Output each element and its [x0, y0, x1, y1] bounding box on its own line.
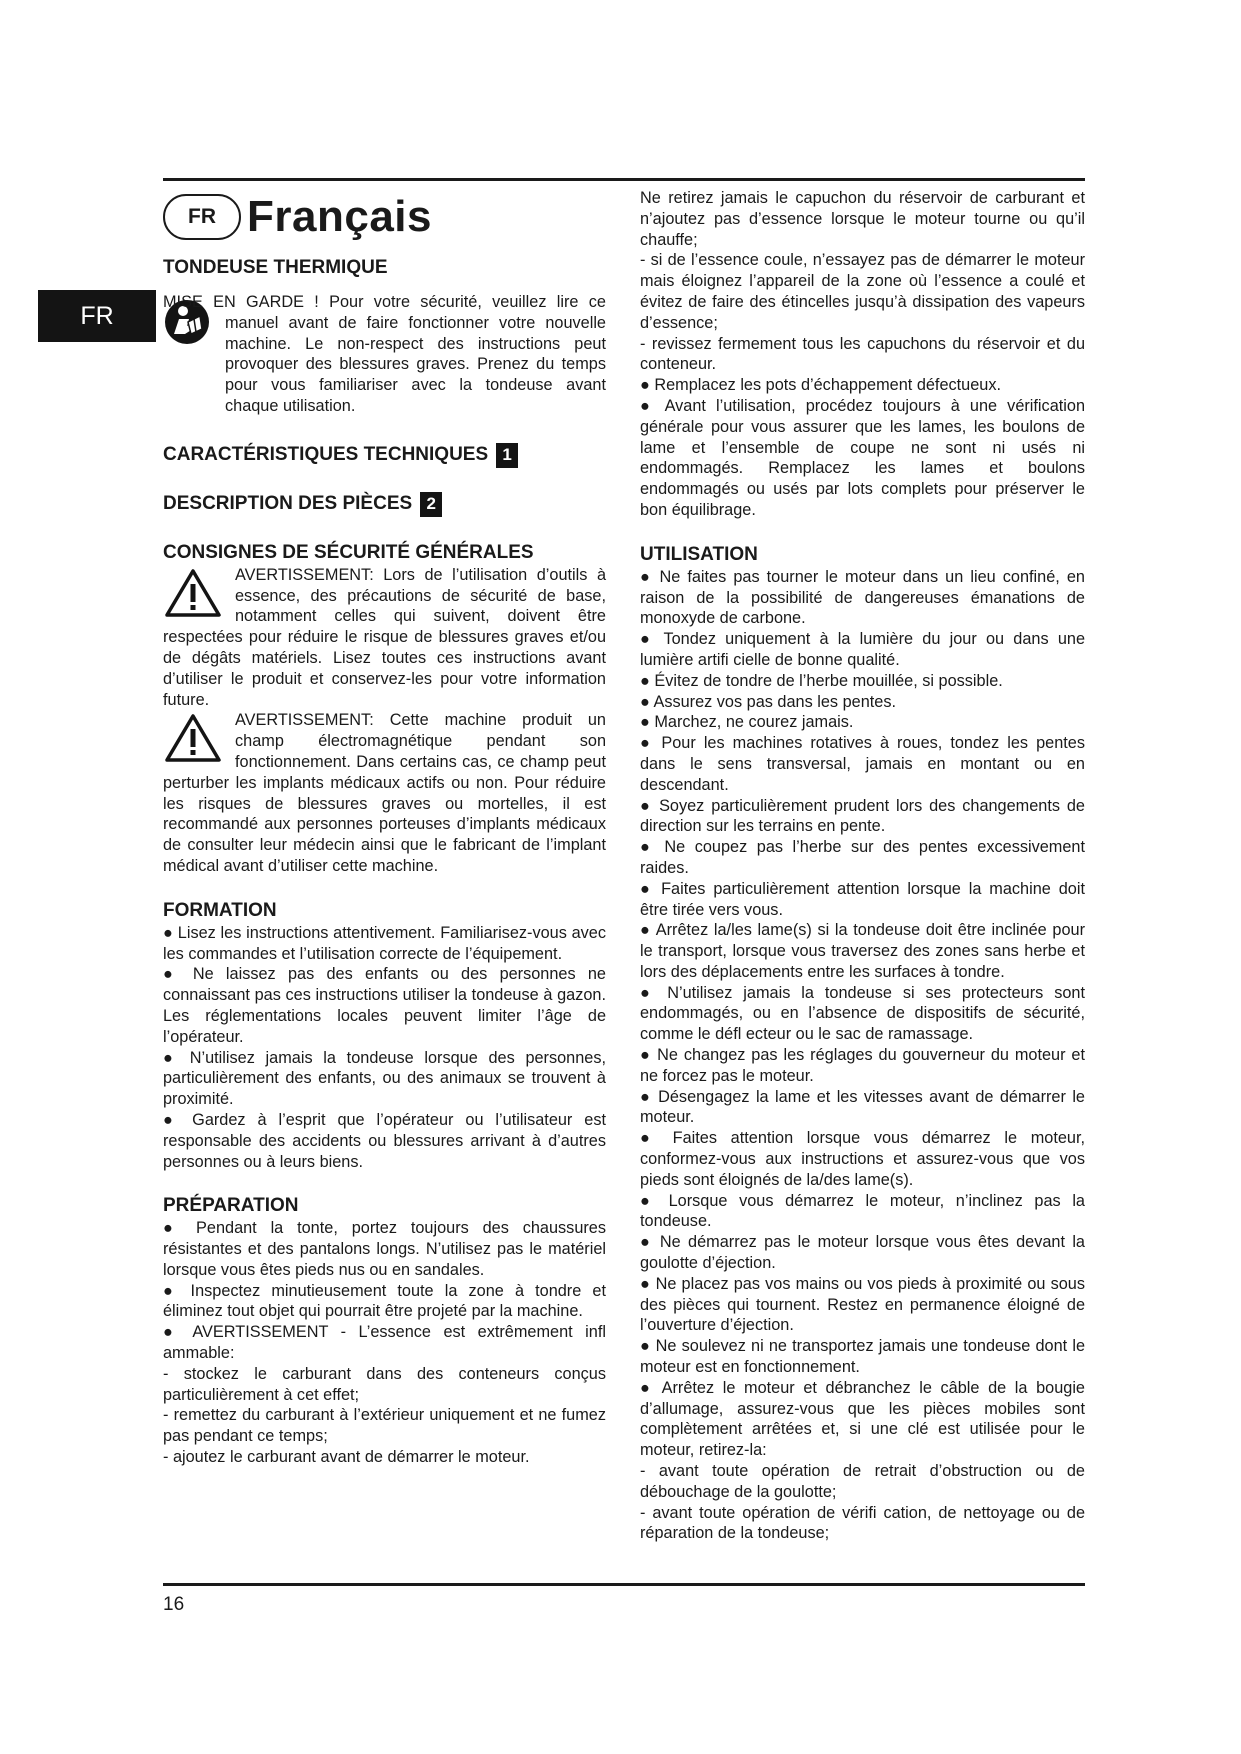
page-title: Français — [247, 191, 432, 241]
preparation-cont-item: Ne retirez jamais le capuchon du réservoir de carburant et n’ajoutez pas d’essence lorsque le moteur tourne ou qu’il chauffe; — [640, 189, 1085, 249]
heading-utilisation: UTILISATION — [640, 543, 758, 565]
preparation-item: - ajoutez le carburant avant de démarrer le moteur. — [163, 1448, 530, 1467]
intro-block — [163, 292, 606, 417]
utilisation-item: ● Ne démarrez pas le moteur lorsque vous êtes devant la goulotte d’éjection. — [640, 1233, 1085, 1273]
heading-caracteristiques-label: CARACTÉRISTIQUES TECHNIQUES — [163, 444, 489, 466]
intro-text: MISE EN GARDE ! Pour votre sécurité, veuillez lire ce manuel avant de faire fonctionner votre nouvelle machine. Le non-respect des instructions peut provoquer des blessures graves. Prenez du temps pour vous familiariser avec la tondeuse avant chaque utilisation. — [163, 293, 606, 415]
preparation-cont-item: - revissez fermement tous les capuchons du réservoir et du conteneur. — [640, 334, 1085, 374]
heading-consignes: CONSIGNES DE SÉCURITÉ GÉNÉRALES — [163, 541, 534, 563]
preparation-cont-item: - si de l’essence coule, n’essayez pas de démarrer le moteur mais éloignez l’appareil de la zone où l’essence a coulé et évitez de faire des étincelles jusqu’à dissipation des vapeurs d’essence; — [640, 251, 1085, 332]
page-header — [163, 186, 606, 248]
utilisation-item: ● Évitez de tondre de l’herbe mouillée, si possible. — [640, 671, 1003, 690]
utilisation-item: ● Désengagez la lame et les vitesses avant de démarrer le moteur. — [640, 1087, 1085, 1127]
utilisation-item: ● Ne placez pas vos mains ou vos pieds à proximité ou sous des pièces qui tournent. Restez en permanence éloigné de l’ouverture d’éjection. — [640, 1274, 1085, 1335]
utilisation-item: ● Lorsque vous démarrez le moteur, n’inclinez pas la tondeuse. — [640, 1191, 1085, 1231]
page-number: 16 — [163, 1594, 185, 1615]
utilisation-item: ● Arrêtez la/les lame(s) si la tondeuse doit être inclinée pour le transport, lorsque vous traversez des zones sans herbe et lors des déplacements entre les surfaces à tondre. — [640, 921, 1085, 981]
formation-item: ● N’utilisez jamais la tondeuse lorsque des personnes, particulièrement des enfants, ou des animaux se trouvent à proximité. — [163, 1048, 606, 1109]
formation-item: ● Gardez à l’esprit que l’opérateur ou l’utilisateur est responsable des accidents ou blessures arrivant à d’autres personnes ou à leurs biens. — [163, 1110, 606, 1171]
utilisation-item: ● Ne soulevez ni ne transportez jamais une tondeuse dont le moteur est en fonctionnement. — [640, 1337, 1085, 1377]
side-language-tab: FR — [38, 290, 156, 342]
warning-text-2: AVERTISSEMENT: Cette machine produit un champ électromagnétique pendant son fonctionnement. Dans certains cas, ce champ peut perturber les implants médicaux actifs ou non. Pour réduire les risques de blessures graves ou mortelles, il est recommandé aux personnes porteuses d’implants médicaux de consulter leur médecin ainsi que le fabricant de l’implant médical avant d’utiliser cette machine. — [163, 711, 606, 875]
heading-caracteristiques — [163, 443, 606, 468]
figure-number-2: 2 — [420, 492, 442, 517]
top-rule — [163, 178, 1085, 181]
utilisation-item: ● Ne changez pas les réglages du gouverneur du moteur et ne forcez pas le moteur. — [640, 1046, 1085, 1085]
preparation-cont-item: ● Remplacez les pots d’échappement défectueux. — [640, 376, 1001, 395]
utilisation-item: ● Faites particulièrement attention lorsque la machine doit être tirée vers vous. — [640, 879, 1085, 919]
heading-description — [163, 492, 606, 517]
warning-block-2 — [163, 710, 606, 876]
utilisation-item: ● Ne coupez pas l’herbe sur des pentes excessivement raides. — [640, 838, 1085, 877]
heading-formation: FORMATION — [163, 899, 277, 921]
utilisation-item: ● Assurez vos pas dans les pentes. — [640, 692, 896, 711]
utilisation-item: ● Ne faites pas tourner le moteur dans un lieu confiné, en raison de la possibilité de dangereuses émanations de monoxyde de carbone. — [640, 567, 1085, 628]
preparation-item: - remettez du carburant à l’extérieur uniquement et ne fumez pas pendant ce temps; — [163, 1406, 606, 1446]
utilisation-item: ● Tondez uniquement à la lumière du jour ou dans une lumière artifi cielle de bonne qualité. — [640, 630, 1085, 669]
figure-number-1: 1 — [496, 443, 518, 468]
preparation-cont-item: ● Avant l’utilisation, procédez toujours à une vérification générale pour vous assurer que les lames, les boulons de lame et l’ensemble de coupe ne sont ni usés ni endommagés. Remplacez les lames et boulons endommagés ou usés par lots complets pour préserver le bon équilibrage. — [640, 396, 1085, 519]
formation-item: ● Lisez les instructions attentivement. Familiarisez-vous avec les commandes et l’utilisation correcte de l’équipement. — [163, 923, 606, 963]
preparation-item: ● Pendant la tonte, portez toujours des chaussures résistantes et des pantalons longs. N’utilisez pas le matériel lorsque vous êtes pieds nus ou en sandales. — [163, 1219, 606, 1279]
formation-item: ● Ne laissez pas des enfants ou des personnes ne connaissant pas ces instructions utiliser la tondeuse à gazon. Les réglementations locales peuvent limiter l’âge de l’opérateur. — [163, 965, 606, 1046]
warning-text-1: AVERTISSEMENT: Lors de l’utilisation d’outils à essence, des précautions de sécurité de base, notamment celles qui suivent, doivent être respectées pour réduire le risque de blessures graves et/ou de dégâts matériels. Lisez toutes ces instructions avant d’utiliser le produit et conservez-les pour votre information future. — [163, 565, 606, 709]
utilisation-item: ● Pour les machines rotatives à roues, tondez les pentes dans le sens transversal, jamais en montant ou en descendant. — [640, 734, 1085, 794]
heading-description-label: DESCRIPTION DES PIÈCES — [163, 493, 413, 515]
utilisation-item: ● Soyez particulièrement prudent lors des changements de direction sur les terrains en pente. — [640, 796, 1085, 836]
bottom-rule — [163, 1583, 1085, 1586]
utilisation-item: ● Arrêtez le moteur et débranchez le câble de la bougie d’allumage, assurez-vous que les pièces mobiles sont complètement arrêtées et, si une clé est utilisée pour le moteur, retirez-la: — [640, 1378, 1085, 1460]
warning-block-1 — [163, 565, 606, 711]
utilisation-item: - avant toute opération de vérifi cation, de nettoyage ou de réparation de la tondeuse; — [640, 1503, 1085, 1543]
utilisation-item: ● Faites attention lorsque vous démarrez le moteur, conformez-vous aux instructions et assurez-vous que vos pieds sont éloignés de la/des lame(s). — [640, 1129, 1085, 1189]
heading-tondeuse: TONDEUSE THERMIQUE — [163, 257, 388, 278]
preparation-item: - stockez le carburant dans des conteneurs conçus particulièrement à cet effet; — [163, 1364, 606, 1404]
heading-preparation: PRÉPARATION — [163, 1195, 299, 1217]
utilisation-item: ● N’utilisez jamais la tondeuse si ses protecteurs sont endommagés, ou en l’absence de dispositifs de sécurité, comme le défl ecteur ou le sac de ramassage. — [640, 983, 1085, 1044]
utilisation-item: - avant toute opération de retrait d’obstruction ou de débouchage de la goulotte; — [640, 1462, 1085, 1501]
utilisation-item: ● Marchez, ne courez jamais. — [640, 713, 854, 732]
right-column — [640, 188, 1085, 1544]
preparation-item: ● AVERTISSEMENT - L’essence est extrêmement infl ammable: — [163, 1323, 606, 1363]
warning-triangle-icon — [163, 712, 223, 770]
preparation-item: ● Inspectez minutieusement toute la zone à tondre et éliminez tout objet qui pourrait être projeté par la machine. — [163, 1281, 606, 1321]
left-column — [163, 186, 606, 1468]
warning-triangle-icon — [163, 567, 223, 625]
language-badge: FR — [163, 194, 241, 240]
